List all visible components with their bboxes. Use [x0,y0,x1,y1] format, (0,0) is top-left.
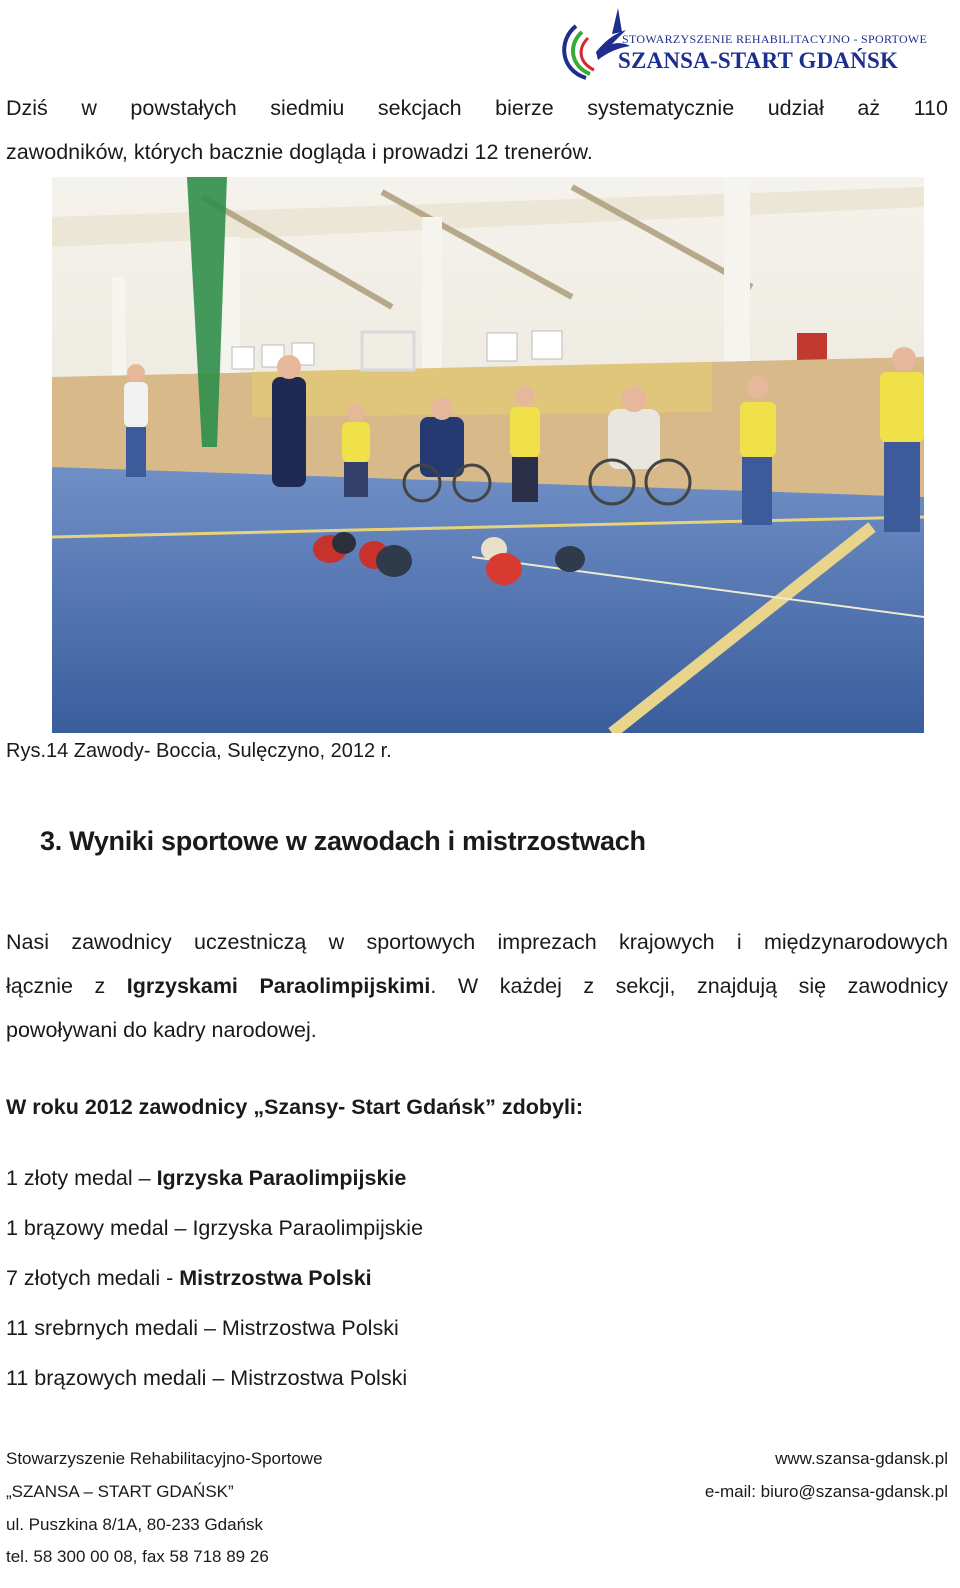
result-item [6,1216,423,1241]
result-text: 1 brązowy medal – [6,1216,193,1240]
intro-word: Dziś [6,96,48,120]
footer-org-short: „SZANSA – START GDAŃSK” [6,1482,234,1501]
intro-word: 110 [913,96,948,120]
logo-title: SZANSA-START GDAŃSK [618,48,899,73]
result-item [6,1316,399,1341]
footer-website-link[interactable]: www.szansa-gdansk.pl [775,1449,948,1468]
footer-phone: tel. 58 300 00 08, fax 58 718 89 26 [6,1547,269,1566]
result-event: Mistrzostwa Polski [230,1366,408,1390]
footer-email-link[interactable]: e-mail: biuro@szansa-gdansk.pl [704,1482,948,1501]
result-event: Mistrzostwa Polski [179,1266,372,1290]
result-text: 11 srebrnych medali – [6,1316,222,1340]
intro-word: systematycznie [587,96,735,120]
figure-caption: Rys.14 Zawody- Boccia, Sulęczyno, 2012 r. [6,740,392,762]
paragraph-line-2 [6,964,948,1008]
boccia-photo [52,177,924,733]
intro-word: sekcjach [377,96,462,120]
intro-word: bierze [495,96,554,120]
boccia-hall-image [52,177,924,733]
result-event: Igrzyska Paraolimpijskie [192,1216,424,1240]
paragraph-bold-text: Igrzyskami Paraolimpijskimi [126,974,431,998]
paragraph-text: łącznie z [6,974,127,998]
result-item [6,1266,372,1291]
intro-word: siedmiu [270,96,345,120]
paragraph-text: . W każdej z sekcji, znajdują się zawodnicy [430,974,949,998]
footer-address: ul. Puszkina 8/1A, 80-233 Gdańsk [6,1515,264,1534]
result-event: Mistrzostwa Polski [221,1316,399,1340]
paragraph-line-1: Nasi zawodnicy uczestniczą w sportowych imprezach krajowych i międzynarodowych [6,930,948,954]
intro-word: aż [857,96,881,120]
logo-subtitle: STOWARZYSZENIE REHABILITACYJNO - SPORTOWE [622,32,928,46]
intro-line-1 [6,86,948,130]
result-text: 11 brązowych medali – [6,1366,231,1390]
paragraph-line-3: powoływani do kadry narodowej. [6,1018,317,1042]
result-event: Igrzyska Paraolimpijskie [156,1166,407,1190]
intro-line-2: zawodników, których bacznie dogląda i prowadzi 12 trenerów. [6,140,593,164]
result-item [6,1166,406,1191]
section-heading: 3. Wyniki sportowe w zawodach i mistrzostwach [40,826,646,856]
organization-logo [556,4,946,84]
intro-word: w [81,96,97,120]
result-text: 1 złoty medal – [6,1166,157,1190]
intro-word: powstałych [130,96,237,120]
intro-word: udział [767,96,824,120]
results-heading: W roku 2012 zawodnicy „Szansy- Start Gdańsk” zdobyli: [6,1095,584,1119]
result-item [6,1366,407,1391]
footer-org-name: Stowarzyszenie Rehabilitacyjno-Sportowe [6,1449,323,1468]
result-text: 7 złotych medali - [6,1266,180,1290]
